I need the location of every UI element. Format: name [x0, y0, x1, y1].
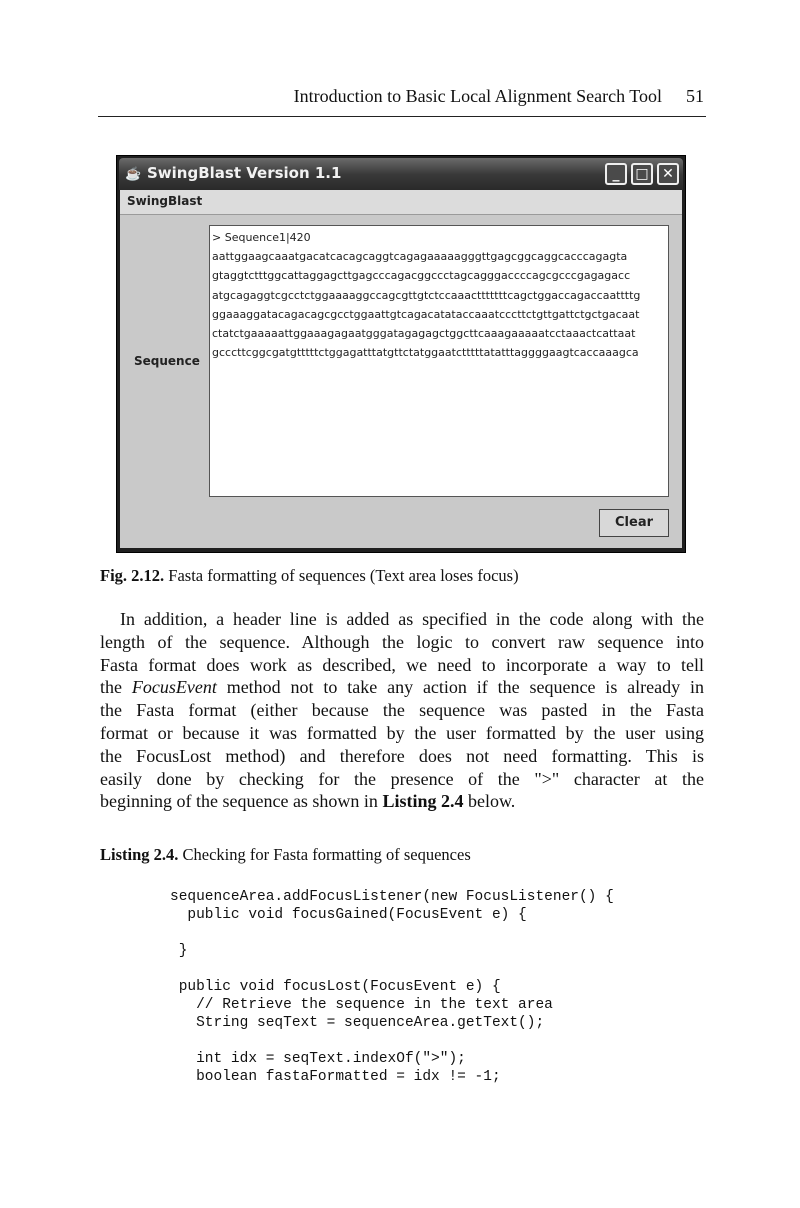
body-paragraph — [100, 608, 704, 813]
listing-reference: Listing 2.4 — [382, 791, 464, 812]
minimize-button[interactable]: _ — [605, 163, 627, 185]
code-line: String seqText = sequenceArea.getText(); — [170, 1015, 545, 1031]
sequence-text-area[interactable] — [209, 225, 669, 497]
code-line: public void focusLost(FocusEvent e) { — [170, 979, 501, 995]
code-line — [170, 1032, 614, 1050]
window-content — [120, 190, 682, 548]
code-line: // Retrieve the sequence in the text area — [170, 997, 553, 1013]
maximize-button[interactable]: □ — [631, 163, 653, 185]
menu-bar — [120, 190, 682, 215]
body-line: Fasta format does work as described, we need to incorporate a way to tell — [100, 654, 704, 675]
menu-swingblast[interactable]: SwingBlast — [127, 194, 203, 208]
running-header-title: Introduction to Basic Local Alignment Search Tool — [293, 86, 662, 106]
body-line: easily done by checking for the presence of the ">" character at the — [100, 768, 704, 789]
listing-caption-text: Checking for Fasta formatting of sequences — [178, 845, 471, 864]
body-line: the Fasta format (either because the sequence was pasted in the Fasta — [100, 700, 704, 721]
listing-caption-label: Listing 2.4. — [100, 845, 179, 864]
code-line — [170, 960, 614, 978]
close-button[interactable]: ✕ — [657, 163, 679, 185]
sequence-label: Sequence — [134, 354, 200, 368]
listing-caption — [100, 845, 471, 865]
sequence-line: ggaaaggatacagacagcgcctggaattgtcagacatataccaaatcccttctgttgattctgctgacaat — [212, 307, 640, 321]
java-cup-icon: ☕ — [125, 166, 142, 181]
sequence-line: atgcagaggtcgcctctggaaaaggccagcgttgtctccaaactttttttcagctggaccagaccaattttg — [212, 288, 641, 302]
body-line: In addition, a header line is added as specified in the code along with the — [120, 609, 704, 629]
code-line: sequenceArea.addFocusListener(new FocusListener() { — [170, 889, 614, 905]
page-number: 51 — [686, 86, 704, 106]
sequence-line: gcccttcggcgatgtttttctggagatttatgttctatggaatctttttatatttaggggaagtcaccaaagca — [212, 346, 639, 360]
code-line: } — [170, 943, 188, 959]
emphasis-term: FocusEvent — [131, 677, 217, 698]
sequence-header-line: > Sequence1|420 — [212, 231, 311, 244]
code-line: public void focusGained(FocusEvent e) { — [170, 907, 527, 923]
window-title: SwingBlast Version 1.1 — [147, 164, 342, 182]
code-line — [170, 924, 614, 942]
sequence-line: aattggaagcaaatgacatcacagcaggtcagagaaaaagggttgagcggcaggcacccagagta — [212, 250, 628, 264]
figure-caption — [100, 566, 519, 586]
swingblast-window-screenshot — [116, 155, 686, 553]
body-line: length of the sequence. Although the logic to convert raw sequence into — [100, 631, 704, 652]
body-line: beginning of the sequence as shown in Listing 2.4 below. — [100, 791, 516, 812]
figure-caption-text: Fasta formatting of sequences (Text area loses focus) — [164, 566, 519, 585]
running-header — [98, 84, 706, 117]
clear-button[interactable]: Clear — [599, 509, 669, 537]
sequence-line: gtaggtctttggcattaggagcttgagcccagacggccctagcagggaccccagcgcccgagagacc — [212, 269, 631, 283]
code-line: int idx = seqText.indexOf(">"); — [170, 1051, 466, 1067]
body-line: the FocusEvent method not to take any action if the sequence is already in — [100, 677, 704, 698]
figure-caption-label: Fig. 2.12. — [100, 566, 165, 585]
window-titlebar — [119, 158, 683, 190]
code-listing — [170, 888, 614, 1086]
sequence-line: ctatctgaaaaattggaaagagaatgggatagagagctggcttcaaagaaaaatcctaaactcattaat — [212, 327, 636, 341]
body-line: the FocusLost method) and therefore does not need formatting. This is — [100, 745, 704, 766]
body-line: format or because it was formatted by the user formatted by the user using — [100, 722, 704, 743]
code-line: boolean fastaFormatted = idx != -1; — [170, 1069, 501, 1085]
